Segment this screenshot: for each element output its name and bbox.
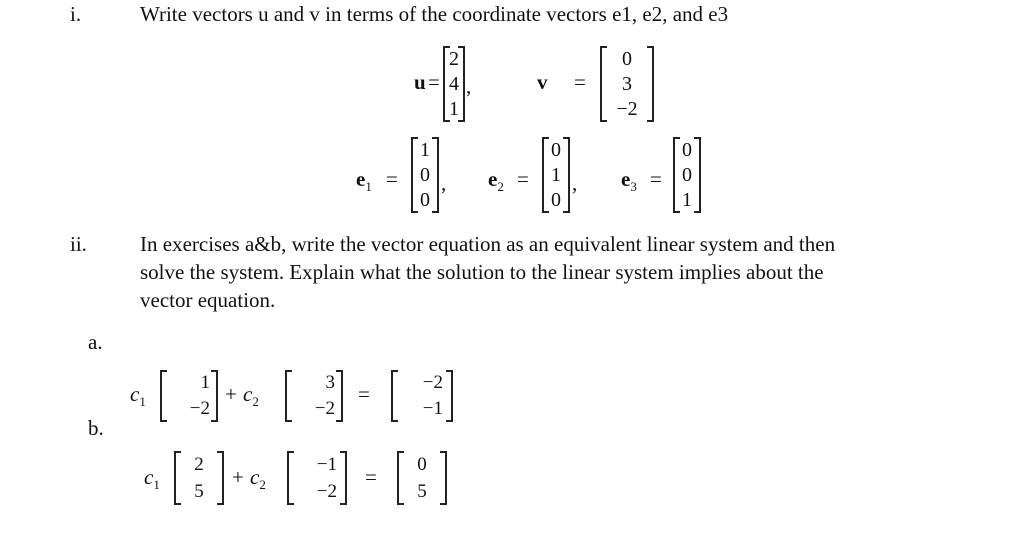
entry: 2 [449, 47, 459, 70]
entry: −2 [616, 98, 638, 121]
vector-u [443, 46, 465, 122]
comma: , [441, 171, 447, 195]
entry: 0 [682, 163, 692, 186]
entry: 4 [449, 72, 459, 95]
exercise-a-rhs-vector [391, 370, 453, 422]
entry: 0 [551, 189, 561, 212]
equals: = [365, 465, 377, 489]
vector-e1-label: $e_1$ [356, 167, 372, 195]
vector-v-label: v [537, 70, 548, 94]
exercise-b-rhs-vector [397, 451, 447, 505]
coef-c2: $c_2$ [243, 382, 259, 410]
equals: = [574, 70, 586, 94]
entry: 1 [551, 163, 561, 186]
part-ii-line-3: vector equation. [140, 288, 276, 312]
entry: 5 [417, 480, 427, 502]
entry: 3 [325, 372, 335, 393]
exercise-a-c1-vector [160, 370, 218, 422]
vector-e1 [411, 137, 439, 213]
plus: + [225, 382, 237, 406]
coef-c1: $c_1$ [144, 465, 160, 493]
equals: = [517, 167, 529, 191]
exercise-a-c2-vector [285, 370, 343, 422]
part-i-label: i. [70, 2, 82, 26]
entry: −1 [422, 398, 443, 419]
entry: 1 [682, 189, 692, 212]
vector-v [600, 46, 654, 122]
entry: 0 [622, 47, 632, 70]
vector-e2-label: $e_2$ [488, 167, 504, 195]
vector-e3-label: $e_3$ [621, 167, 637, 195]
entry: 3 [622, 72, 632, 95]
exercise-b-label: b. [88, 416, 104, 440]
equals: = [428, 70, 440, 94]
exercise-b-c1-vector [174, 451, 224, 505]
vector-e2 [542, 137, 570, 213]
entry: −1 [316, 453, 337, 475]
plus: + [232, 465, 244, 489]
part-i-text: Write vectors u and v in terms of the coordinate vectors e1, e2, and e3 [140, 2, 729, 26]
part-ii-line-1: In exercises a&b, write the vector equation as an equivalent linear system and then [140, 232, 836, 256]
vector-u-label: u [414, 70, 426, 94]
entry: 0 [682, 138, 692, 161]
equals: = [358, 382, 370, 406]
exercise-b-c2-vector [287, 451, 347, 505]
entry: −2 [189, 398, 210, 419]
comma: , [572, 171, 578, 195]
entry: −2 [422, 372, 443, 393]
entry: −2 [314, 398, 335, 419]
entry: 1 [420, 138, 430, 161]
entry: 0 [420, 163, 430, 186]
entry: 1 [449, 98, 459, 121]
comma: , [466, 74, 472, 98]
coef-c2: $c_2$ [250, 465, 266, 493]
entry: 5 [194, 480, 204, 502]
entry: 0 [551, 138, 561, 161]
part-ii-line-2: solve the system. Explain what the solution to the linear system implies about the [140, 260, 824, 284]
vector-e3 [673, 137, 701, 213]
equals: = [650, 167, 662, 191]
equals: = [386, 167, 398, 191]
entry: 1 [200, 372, 210, 393]
exercise-a-label: a. [88, 330, 103, 354]
entry: 2 [194, 453, 204, 475]
coef-c1: $c_1$ [130, 382, 146, 410]
entry: 0 [417, 453, 427, 475]
part-ii-label: ii. [70, 232, 87, 256]
entry: −2 [316, 480, 337, 502]
entry: 0 [420, 189, 430, 212]
